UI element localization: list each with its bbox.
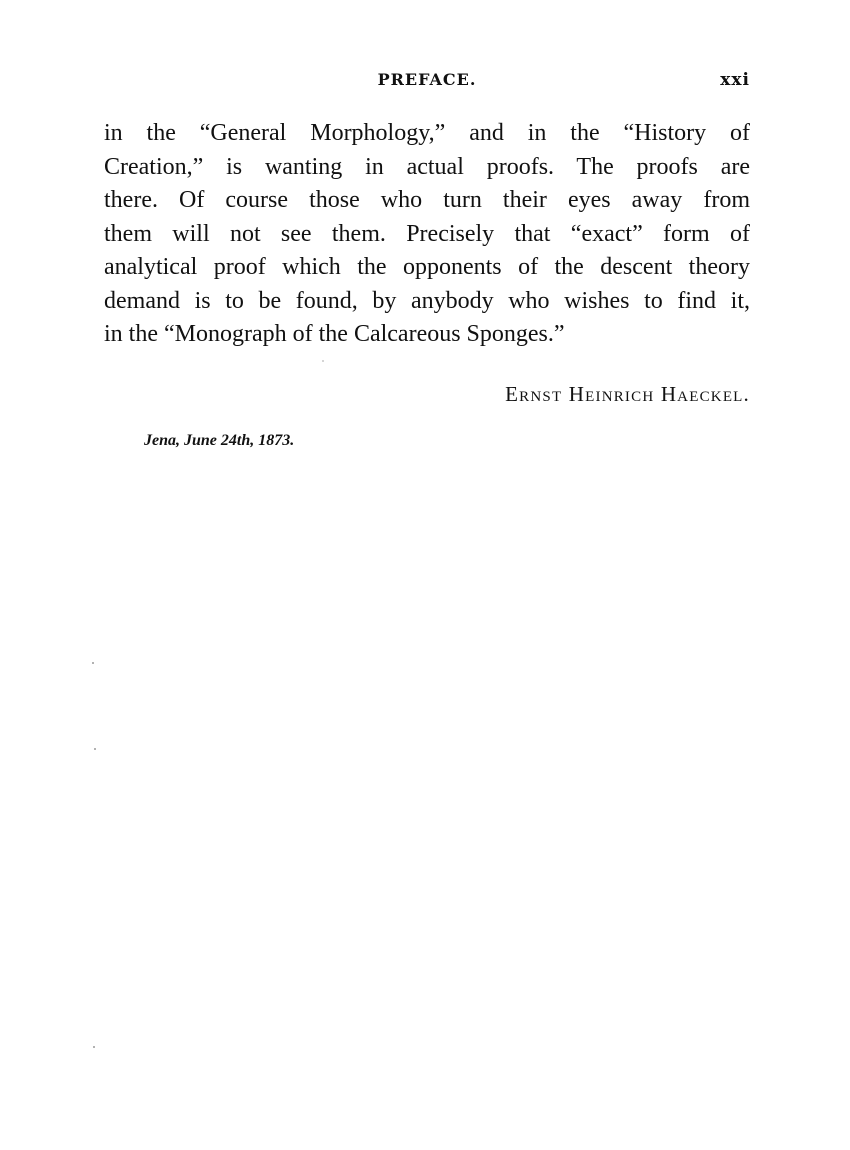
scan-speck (93, 1046, 95, 1048)
text-line: there. Of course those who turn their eyes away from (104, 187, 750, 213)
text-line: demand is to be found, by anybody who wishes to find it, (104, 287, 750, 314)
page-number: xxi (720, 70, 750, 90)
preface-paragraph (104, 117, 750, 352)
text-line: Creation,” is wanting in actual proofs. The proofs are (104, 153, 750, 180)
text-line: analytical proof which the opponents of the descent theory (104, 254, 750, 280)
text-line: them will not see them. Precisely that “exact” form of (104, 220, 750, 247)
running-title: PREFACE. (377, 70, 477, 89)
scan-speck (92, 662, 94, 664)
text-line: in the “General Morphology,” and in the “History of (104, 120, 750, 146)
dateline: Jena, June 24th, 1873. (144, 432, 295, 449)
text-line: in the “Monograph of the Calcareous Sponges.” (104, 321, 565, 347)
running-head (104, 70, 750, 100)
author-signature: Ernst Heinrich Haeckel. (505, 382, 750, 406)
scan-speck (322, 360, 324, 362)
scan-speck (94, 748, 96, 750)
